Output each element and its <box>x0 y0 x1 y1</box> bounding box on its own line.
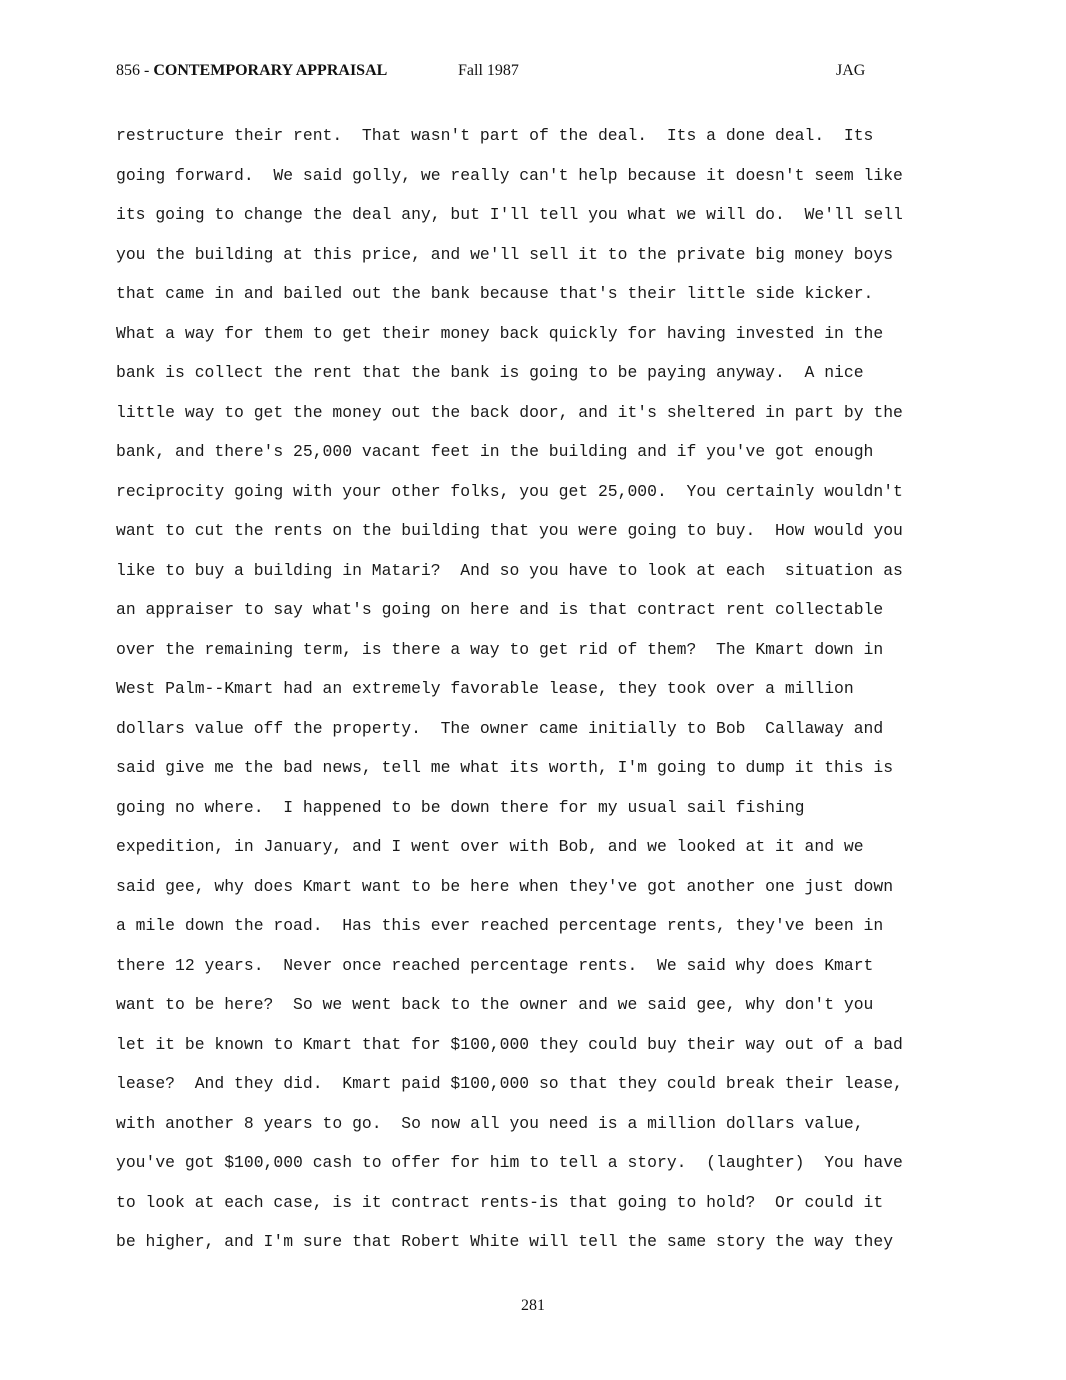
text-line: be higher, and I'm sure that Robert White will tell the same story the way they <box>116 1232 894 1251</box>
text-line: West Palm--Kmart had an extremely favorable lease, they took over a million <box>116 679 854 698</box>
text-line: reciprocity going with your other folks, you get 25,000. You certainly wouldn't <box>116 481 903 501</box>
text-line: said give me the bad news, tell me what its worth, I'm going to dump it this is <box>116 758 894 777</box>
text-line: let it be known to Kmart that for $100,000 they could buy their way out of a bad <box>116 1034 903 1054</box>
text-line: What a way for them to get their money back quickly for having invested in the <box>116 323 884 343</box>
text-line: its going to change the deal any, but I'll tell you what we will do. We'll sell <box>116 205 903 224</box>
text-line: bank, and there's 25,000 vacant feet in the building and if you've got enough <box>116 442 874 461</box>
text-line: want to be here? So we went back to the owner and we said gee, why don't you <box>116 995 874 1014</box>
text-line: there 12 years. Never once reached percentage rents. We said why does Kmart <box>116 955 874 975</box>
text-line: with another 8 years to go. So now all you need is a million dollars value, <box>116 1113 864 1133</box>
text-line: that came in and bailed out the bank because that's their little side kicker. <box>116 284 874 303</box>
course-number: 856 - <box>116 62 154 79</box>
author-initials: JAG <box>836 62 866 79</box>
text-line: you the building at this price, and we'll sell it to the private big money boys <box>116 244 894 264</box>
text-line: a mile down the road. Has this ever reached percentage rents, they've been in <box>116 916 884 935</box>
text-line: said gee, why does Kmart want to be here when they've got another one just down <box>116 876 894 896</box>
text-line: to look at each case, is it contract rents-is that going to hold? Or could it <box>116 1192 884 1212</box>
text-line: you've got $100,000 cash to offer for him to tell a story. (laughter) You have <box>116 1153 903 1172</box>
text-line: over the remaining term, is there a way to get rid of them? The Kmart down in <box>116 639 884 659</box>
text-line: going no where. I happened to be down there for my usual sail fishing <box>116 797 805 817</box>
text-line: going forward. We said golly, we really can't help because it doesn't seem like <box>116 165 903 185</box>
transcript-body <box>116 116 976 1262</box>
page-number: 281 <box>521 1297 545 1314</box>
page-header <box>116 62 876 84</box>
text-line: an appraiser to say what's going on here and is that contract rent collectable <box>116 600 884 619</box>
text-line: restructure their rent. That wasn't part of the deal. Its a done deal. Its <box>116 126 874 145</box>
text-line: want to cut the rents on the building that you were going to buy. How would you <box>116 521 903 540</box>
text-line: like to buy a building in Matari? And so you have to look at each situation as <box>116 560 903 580</box>
text-line: bank is collect the rent that the bank is going to be paying anyway. A nice <box>116 363 864 382</box>
text-line: expedition, in January, and I went over with Bob, and we looked at it and we <box>116 837 864 856</box>
course-heading <box>116 62 387 80</box>
text-line: lease? And they did. Kmart paid $100,000 so that they could break their lease, <box>116 1074 903 1093</box>
text-line: little way to get the money out the back door, and it's sheltered in part by the <box>116 402 903 422</box>
course-title: CONTEMPORARY APPRAISAL <box>153 62 388 79</box>
term-label: Fall 1987 <box>458 62 519 79</box>
text-line: dollars value off the property. The owner came initially to Bob Callaway and <box>116 718 884 738</box>
